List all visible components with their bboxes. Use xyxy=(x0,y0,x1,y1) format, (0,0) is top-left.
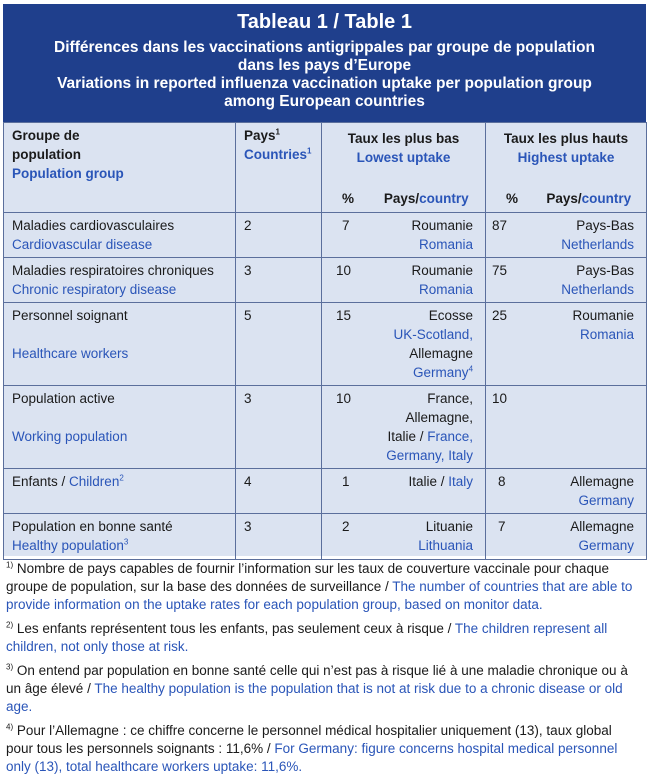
high-country: Pays-Bas Netherlands xyxy=(532,212,647,257)
table-header-banner xyxy=(3,4,646,122)
group-cell: Maladies cardiovasculaires Cardiovascular disease xyxy=(4,212,236,257)
table-row xyxy=(4,257,647,302)
header-group-cell xyxy=(4,123,236,213)
countries-count: 3 xyxy=(236,385,322,468)
low-pct: 1 xyxy=(322,468,368,513)
footnote-3: $^{3)}$ On entend par population en bonne santé celle qui n’est pas à risque lié à une maladie chronique ou à un âge élevé / The healthy population is the population that is not at risk due to a chronic disease or old age. xyxy=(6,662,628,714)
header-countries-cell xyxy=(236,123,322,213)
high-country xyxy=(532,385,647,468)
header-lowest-en: Lowest uptake xyxy=(356,150,451,165)
header-lowest-fr: Taux les plus bas xyxy=(347,131,460,146)
low-country: Ecosse UK-Scotland, Allemagne Germany$^4$ xyxy=(368,302,486,385)
high-pct: 7 xyxy=(486,513,532,559)
low-country: Italie / Italy xyxy=(368,468,486,513)
subtitle-en-line-2: among European countries xyxy=(224,93,425,110)
low-pct: 7 xyxy=(322,212,368,257)
header-low-pct: % xyxy=(322,189,368,213)
table-row xyxy=(4,385,647,468)
high-country: Allemagne Germany xyxy=(532,513,647,559)
header-lowest-cell xyxy=(322,123,486,189)
group-cell: Maladies respiratoires chroniques Chronic respiratory disease xyxy=(4,257,236,302)
high-pct: 8 xyxy=(486,468,532,513)
low-pct: 15 xyxy=(322,302,368,385)
low-country: Roumanie Romania xyxy=(368,257,486,302)
high-pct: 87 xyxy=(486,212,532,257)
table-row xyxy=(4,302,647,385)
low-pct: 2 xyxy=(322,513,368,559)
header-group-en: Population group xyxy=(12,166,124,181)
header-pays-en: Countries$^1$ xyxy=(244,146,312,162)
table-row xyxy=(4,468,647,513)
group-cell: Enfants / Children$^2$ xyxy=(4,468,236,513)
low-pct: 10 xyxy=(322,257,368,302)
countries-count: 2 xyxy=(236,212,322,257)
header-high-country: Pays/country xyxy=(532,189,647,213)
footnotes xyxy=(6,560,642,781)
footnote-4: $^{4)}$ Pour l’Allemagne : ce chiffre concerne le personnel médical hospitalier uniquement (13), taux global pour tous les personnels soignants : 11,6% / For Germany: figure concerns hospital medical personnel only (13), total healthcare workers uptake: 11,6%. xyxy=(6,722,618,774)
high-pct: 25 xyxy=(486,302,532,385)
table-row xyxy=(4,513,647,559)
high-country: Roumanie Romania xyxy=(532,302,647,385)
high-pct: 75 xyxy=(486,257,532,302)
high-pct: 10 xyxy=(486,385,532,468)
data-table-container xyxy=(3,122,646,556)
countries-count: 4 xyxy=(236,468,322,513)
high-country: Pays-Bas Netherlands xyxy=(532,257,647,302)
group-cell: Personnel soignant Healthcare workers xyxy=(4,302,236,385)
table-title: Tableau 1 / Table 1 xyxy=(237,11,412,33)
header-highest-en: Highest uptake xyxy=(517,150,615,165)
header-highest-cell xyxy=(486,123,647,189)
countries-count: 3 xyxy=(236,257,322,302)
header-group-fr-2: population xyxy=(12,147,81,162)
subtitle-fr-line-2: dans les pays d’Europe xyxy=(237,57,412,74)
subtitle-fr-line-1: Différences dans les vaccinations antigrippales par groupe de population xyxy=(54,39,595,56)
header-high-pct: % xyxy=(486,189,532,213)
header-low-country: Pays/country xyxy=(368,189,486,213)
low-country: Roumanie Romania xyxy=(368,212,486,257)
low-country: Lituanie Lithuania xyxy=(368,513,486,559)
high-country: Allemagne Germany xyxy=(532,468,647,513)
header-pays-fr: Pays$^1$ xyxy=(244,127,280,143)
countries-count: 5 xyxy=(236,302,322,385)
low-country: France, Allemagne, Italie / France, Germany, Italy xyxy=(368,385,486,468)
subtitle-en-line-1: Variations in reported influenza vaccination uptake per population group xyxy=(57,75,592,92)
table-header-row xyxy=(4,123,647,189)
header-group-fr-1: Groupe de xyxy=(12,128,80,143)
header-highest-fr: Taux les plus hauts xyxy=(503,131,629,146)
low-pct: 10 xyxy=(322,385,368,468)
footnote-1: $^{1)}$ Nombre de pays capables de fournir l’information sur les taux de couverture vaccinale pour chaque groupe de population, sur la base des données de surveillance / The number of countries that are able to provide information on the uptake rates for each population group, based on monitor data. xyxy=(6,560,633,612)
footnote-2: $^{2)}$ Les enfants représentent tous les enfants, pas seulement ceux à risque / The children represent all children, not only those at risk. xyxy=(6,620,608,654)
vaccination-table xyxy=(3,122,647,560)
table-row xyxy=(4,212,647,257)
group-cell: Population active Working population xyxy=(4,385,236,468)
group-cell: Population en bonne santé Healthy population$^3$ xyxy=(4,513,236,559)
countries-count: 3 xyxy=(236,513,322,559)
